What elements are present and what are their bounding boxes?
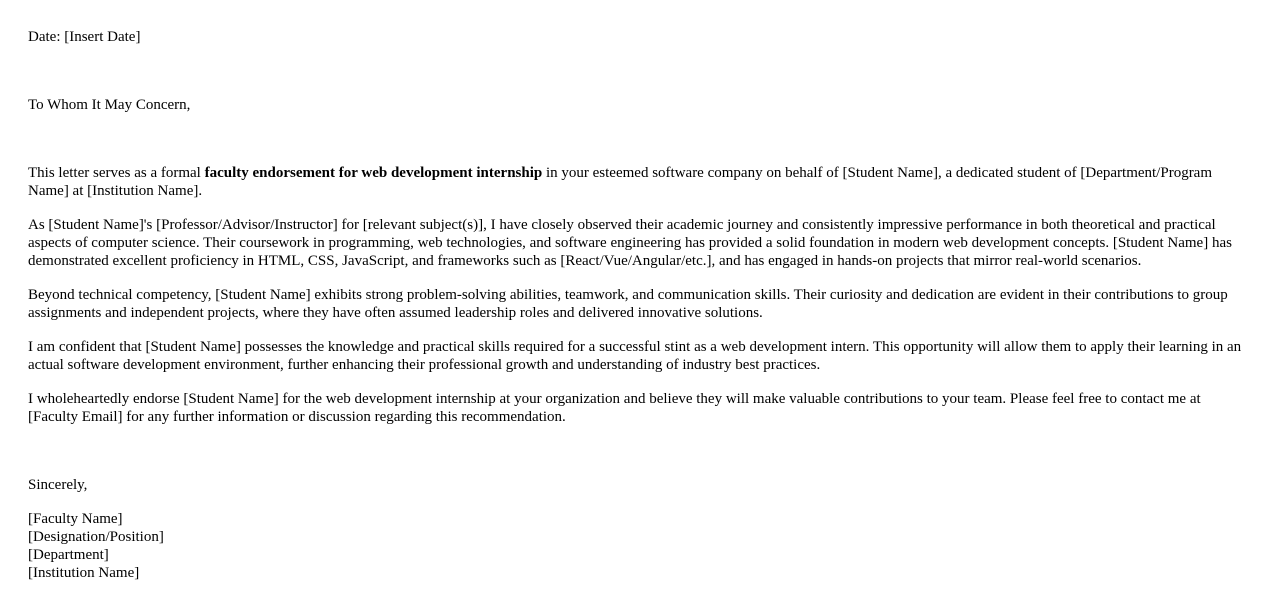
signature-name: [Faculty Name]: [28, 511, 123, 527]
letter-paragraph-5: I wholeheartedly endorse [Student Name] for the web development internship at your organization and believe they will make valuable contributions to your team. Please feel free to contact me at [Faculty Email] for any further information or discussion regarding this recommendation.: [28, 391, 1201, 425]
signature-institution: [Institution Name]: [28, 565, 140, 581]
signature-block: [28, 510, 1250, 582]
signature-department: [Department]: [28, 547, 109, 563]
signature-designation: [Designation/Position]: [28, 529, 164, 545]
paragraph-1-bold-phrase: faculty endorsement for web development internship: [204, 165, 543, 181]
paragraph-1-text-start: This letter serves as a formal: [28, 165, 205, 181]
paragraph-1-text-end: in your esteemed software company on behalf of [Student Name], a dedicated student of [Department/Program Name] at [Institution Name].: [28, 165, 1213, 199]
letter-paragraph-4: I am confident that [Student Name] possesses the knowledge and practical skills required for a successful stint as a web development intern. This opportunity will allow them to apply their learning in an actual software development environment, further enhancing their professional growth and understanding of industry best practices.: [28, 339, 1242, 373]
letter-paragraph-2: As [Student Name]'s [Professor/Advisor/Instructor] for [relevant subject(s)], I have closely observed their academic journey and consistently impressive performance in both theoretical and practical aspects of computer science. Their coursework in programming, web technologies, and software engineering has provided a solid foundation in modern web development concepts. [Student Name] has demonstrated excellent proficiency in HTML, CSS, JavaScript, and frameworks such as [React/Vue/Angular/etc.], and has engaged in hands-on projects that mirror real-world scenarios.: [28, 217, 1232, 269]
letter-salutation: To Whom It May Concern,: [28, 97, 191, 113]
letter-date: Date: [Insert Date]: [28, 29, 141, 45]
letter-paragraph-3: Beyond technical competency, [Student Name] exhibits strong problem-solving abilities, teamwork, and communication skills. Their curiosity and dedication are evident in their contributions to group assignments and independent projects, where they have often assumed leadership roles and delivered innovative solutions.: [28, 287, 1228, 321]
letter-paragraph-1: [28, 164, 1250, 200]
letter-closing: Sincerely,: [28, 477, 88, 493]
